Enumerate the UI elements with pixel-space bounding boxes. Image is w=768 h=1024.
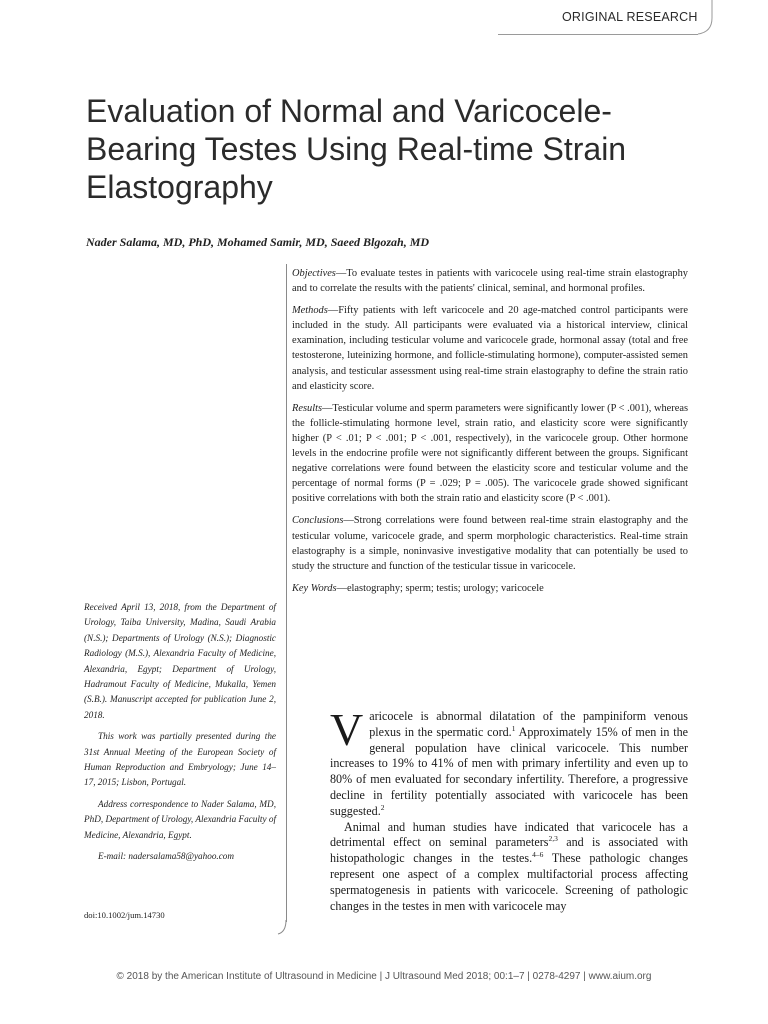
section-label: ORIGINAL RESEARCH (562, 10, 698, 24)
abstract-corner (276, 920, 296, 940)
drop-cap: V (330, 704, 364, 755)
page-footer: © 2018 by the American Institute of Ultrasound in Medicine | J Ultrasound Med 2018; 00:1–7 | 0278-4297 | www.aium.org (116, 971, 652, 982)
body-text (330, 704, 689, 914)
article-notes (84, 600, 276, 871)
abstract-methods: Methods—Fifty patients with left varicocele and 20 age-matched control participants were included in the study. All participants were evaluated via a historical interview, clinical examination, including testicular volume and varicocele grade, hormonal assay (total and free testosterone, luteinizing hormone, and follicle-stimulating hormone), computer-assisted semen analysis, and testicular assessment using real-time strain elastography to define the strain ratio and elasticity score. (292, 305, 688, 392)
email-note[interactable]: E-mail: nadersalama58@yahoo.com (98, 851, 235, 862)
author-list: Nader Salama, MD, PhD, Mohamed Samir, MD, Saeed Blgozah, MD (86, 235, 430, 249)
correspondence-note: Address correspondence to Nader Salama, MD, PhD, Department of Urology, Alexandria Faculty of Medicine, Alexandria, Egypt. (84, 798, 276, 840)
header-rule (498, 34, 698, 35)
doi[interactable]: doi:10.1002/jum.14730 (84, 910, 165, 920)
abstract-results: Results—Testicular volume and sperm parameters were significantly lower (P < .001), whereas the follicle-stimulating hormone level, strain ratio, and elasticity score were significantly higher (P < .01; P < .001; P < .001, respectively), in the varicocele group. Other hormone levels in the endocrine profile were not significantly different between the groups. Significant negative correlations were found between the elasticity score and testicular volume and the percentage of normal forms (P = .029; P = .005). The varicocele grade showed significant positive correlations with both the strain ratio and elasticity score (P < .001). (292, 402, 688, 505)
abstract-keywords: Key Words—elastography; sperm; testis; urology; varicocele (292, 582, 544, 594)
body-paragraph-2: Animal and human studies have indicated that varicocele has a detrimental effect on seminal parameters$^{2,3}$ and is associated with histopathologic changes in the testes.$^{4-6}$ These pathologic changes represent one aspect of a complex multifactorial process affecting spermatogenesis in patients with varicocele. Screening of pathologic changes in the testes in men with varicocele may (330, 819, 688, 913)
body-paragraph-1: Varicocele is abnormal dilatation of the pampiniform venous plexus in the spermatic cord.$^1$ Approximately 15% of men in the general population have clinical varicocele. This number increases to 19% to 41% of men with primary infertility and even up to 80% of men evaluated for secondary infertility. Therefore, a progressive decline in fertility potentially associated with varicocele has been suggested.$^2$ (330, 704, 689, 818)
corner-curve (690, 0, 720, 38)
abstract-conclusions: Conclusions—Strong correlations were found between real-time strain elastography and the testicular volume, varicocele grade, and sperm morphologic characteristics. Real-time strain elastography is a simple, noninvasive investigative modality that can potentially be used to study the structure and function of the testicular tissue in varicocele. (292, 515, 688, 572)
article-title: Evaluation of Normal and Varicocele-Bearing Testes Using Real-time Strain Elastography (86, 93, 627, 205)
abstract-divider (286, 264, 287, 922)
presented-note: This work was partially presented during the 31st Annual Meeting of the European Society of Human Reproduction and Embryology; June 14–17, 2015; Lisbon, Portugal. (84, 731, 276, 788)
received-note: Received April 13, 2018, from the Department of Urology, Taiba University, Madina, Saudi Arabia (N.S.); Departments of Urology (N.S.); Diagnostic Radiology (M.S.), Alexandria Faculty of Medicine, Alexandria, Egypt; Department of Urology, Hadramout Faculty of Medicine, Mukalla, Yemen (S.B.). Manuscript accepted for publication June 2, 2018. (84, 602, 276, 720)
abstract-objectives: Objectives—To evaluate testes in patients with varicocele using real-time strain elastography and to correlate the results with the patients' clinical, seminal, and hormonal profiles. (292, 268, 688, 295)
abstract (292, 266, 688, 603)
